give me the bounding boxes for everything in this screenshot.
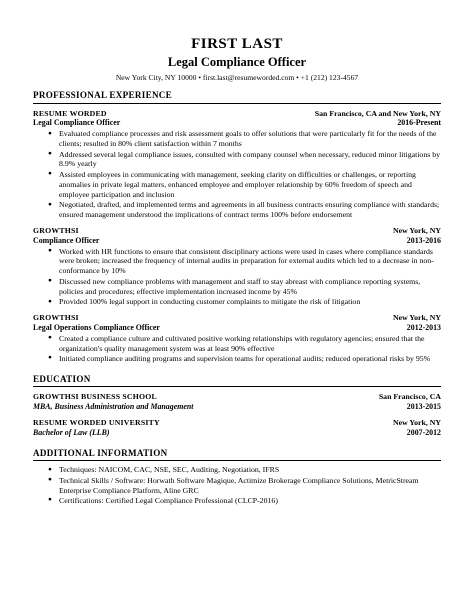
experience-entry	[33, 109, 441, 220]
bullet-item	[48, 200, 441, 220]
degree-dates: 2007-2012	[406, 427, 441, 437]
entry-header-row	[33, 313, 441, 323]
bullet-icon: ●	[48, 170, 52, 178]
bullet-item	[48, 149, 441, 170]
bullet-icon: ●	[48, 297, 52, 305]
role-dates: 2013-2016	[406, 235, 441, 245]
bullet-icon: ●	[48, 150, 52, 158]
role-title: Legal Compliance Officer	[33, 118, 121, 128]
bullet-text: Worked with HR functions to ensure that consistent disciplinary actions were used in cases where compliance standards were broken; increased the frequency of internal audits in preparation for external audits which led to a decrease in non-conformance by 10%	[59, 246, 434, 276]
bullet-icon: ●	[48, 200, 52, 208]
role-title: Compliance Officer	[33, 235, 100, 245]
bullet-text: Addressed several legal compliance issues, consulted with company counsel when necessary, reduced minor litigations by 8.9% yearly	[59, 149, 441, 169]
education-entry	[33, 418, 441, 438]
contact-line: New York City, NY 10000 • first.last@resumeworded.com • +1 (212) 123-4567	[115, 72, 359, 82]
candidate-name: FIRST LAST	[191, 36, 283, 52]
bullet-text: Negotiated, drafted, and implemented terms and agreements in all business contracts ensuring compliance with standards; ensured management understood the implications of contract terms 100% before endorsement	[59, 200, 440, 219]
company-location: New York, NY	[392, 312, 441, 322]
bullet-list	[33, 247, 441, 307]
school-location: San Francisco, CA	[378, 392, 441, 402]
bullet-text: Discussed new compliance problems with management and staff to stay abreast with compliance reporting systems, policies and procedures; effective implementation increased income by 45%	[59, 276, 421, 296]
bullet-text: Certifications: Certified Legal Compliance Professional (CLCP-2016)	[59, 495, 278, 505]
bullet-icon: ●	[48, 476, 52, 484]
bullet-list	[33, 129, 441, 220]
bullet-item	[48, 333, 441, 354]
entry-degree-row	[33, 428, 441, 438]
bullet-text: Techniques: NAICOM, CAC, NSE, SEC, Auditing, Negotiation, IFRS	[59, 465, 280, 475]
bullet-icon: ●	[48, 129, 52, 137]
degree-title: Bachelor of Law (LLB)	[33, 427, 110, 437]
entry-header-row	[33, 226, 441, 236]
bullet-text: Provided 100% legal support in conducting customer complaints to mitigate the risk of litigation	[59, 297, 361, 307]
bullet-text: Assisted employees in communicating with management, seeking clarity on difficulties or challenges, or reporting anomalies in private legal matters, enhanced employee and employer relationship by 60% freedom of speech and employee participation and inclusion	[59, 169, 416, 199]
section-title-experience: PROFESSIONAL EXPERIENCE	[33, 90, 441, 103]
bullet-icon: ●	[48, 354, 52, 362]
company-location: San Francisco, CA and New York, NY	[314, 108, 441, 118]
degree-title: MBA, Business Administration and Management	[33, 402, 194, 412]
section-title-additional: ADDITIONAL INFORMATION	[33, 448, 441, 461]
bullet-item	[48, 353, 441, 364]
bullet-item	[48, 495, 441, 506]
company-name: RESUME WORDED	[33, 108, 107, 118]
entry-role-row	[33, 236, 441, 246]
additional-bullet-list	[33, 465, 441, 506]
bullet-text: Technical Skills / Software: Horwath Software Magique, Actimize Brokerage Compliance Solutions, MetricStream Enterprise Compliance Platform, Aline GRC	[59, 475, 419, 495]
role-dates: 2016-Present	[397, 118, 441, 128]
entry-degree-row	[33, 402, 441, 412]
company-name: GROWTHSI	[33, 312, 79, 322]
bullet-item	[48, 475, 441, 496]
school-name: GROWTHSI BUSINESS SCHOOL	[33, 392, 157, 402]
job-title: Legal Compliance Officer	[167, 54, 307, 69]
degree-dates: 2013-2015	[406, 402, 441, 412]
bullet-item	[48, 246, 441, 277]
bullet-text: Created a compliance culture and cultivated positive working relationships with regulatory agencies; ensured that the organization's quality management system was at least 90% effective	[59, 333, 425, 353]
entry-header-row	[33, 392, 441, 402]
bullet-item	[48, 129, 441, 149]
section-title-education: EDUCATION	[33, 374, 441, 387]
bullet-item	[48, 169, 441, 200]
entry-role-row	[33, 118, 441, 128]
bullet-text: Initiated compliance auditing programs and supervision teams for operational audits; reduced operational risks by 95%	[59, 353, 431, 363]
role-dates: 2012-2013	[406, 322, 441, 332]
bullet-icon: ●	[48, 334, 52, 342]
bullet-item	[48, 276, 441, 297]
bullet-icon: ●	[48, 247, 52, 255]
bullet-icon: ●	[48, 277, 52, 285]
entry-role-row	[33, 323, 441, 333]
bullet-item	[48, 465, 441, 475]
bullet-list	[33, 334, 441, 364]
bullet-icon: ●	[48, 496, 52, 504]
entry-header-row	[33, 109, 441, 119]
role-title: Legal Operations Compliance Officer	[33, 322, 160, 332]
entry-header-row	[33, 418, 441, 428]
experience-entry	[33, 313, 441, 364]
education-entry	[33, 392, 441, 412]
experience-entry	[33, 226, 441, 307]
bullet-item	[48, 297, 441, 307]
school-location: New York, NY	[392, 418, 441, 428]
bullet-text: Evaluated compliance processes and risk assessment goals to offer solutions that were particularly fit for the needs of the clients; resulted in 80% client satisfaction within 7 months	[59, 129, 437, 149]
company-location: New York, NY	[392, 225, 441, 235]
bullet-icon: ●	[48, 465, 52, 473]
school-name: RESUME WORDED UNIVERSITY	[33, 418, 160, 428]
company-name: GROWTHSI	[33, 225, 79, 235]
